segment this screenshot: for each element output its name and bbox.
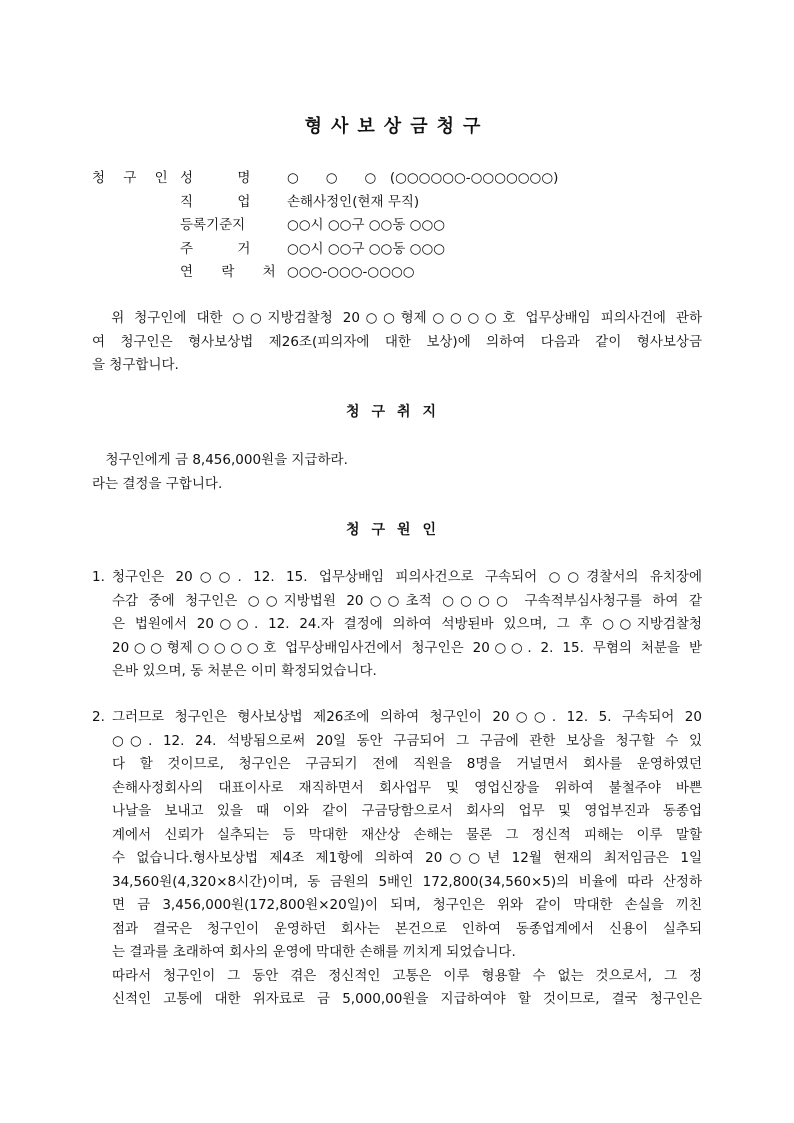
text-line: 20○○형제○○○○호 업무상배임사건에서 청구인은 20○○. 2. 15. 무혐의 처분을 받 [112, 639, 702, 656]
cause-item-1 [92, 566, 702, 684]
field-value: ○○시 ○○구 ○○동 ○○○ [287, 217, 446, 233]
text-line: ○○. 12. 24. 석방됨으로써 20일 동안 구금되어 그 구금에 관한 보상을 청구할 수 있 [112, 732, 702, 749]
claimant-row-occupation [92, 190, 558, 214]
claimant-label: 청 구 인 [92, 170, 175, 186]
text-line: 손해사정회사의 대표이사로 재직하면서 회사업무 및 영업신장을 위하여 불철주야 바쁜 [112, 779, 702, 796]
claimant-info [92, 166, 558, 284]
text-line: 나날을 보내고 있을 때 이와 같이 구금당함으로서 회사의 업무 및 영업부진과 동종업 [112, 803, 702, 819]
intro-paragraph [92, 307, 702, 378]
text-line: 청구인에게 금 8,456,000원을 지급하라. [92, 452, 348, 468]
field-value: ○○시 ○○구 ○○동 ○○○ [287, 240, 446, 257]
field-label: 연 락 처 [180, 264, 288, 280]
section-heading-purpose: 청구취지 [345, 404, 449, 420]
text-line: 청구인은 20○○. 12. 15. 업무상배임 피의사건으로 구속되어 ○○경찰서의 유치장에 [112, 569, 702, 585]
purpose-paragraph [92, 449, 702, 496]
text-line: 수 없습니다.형사보상법 제4조 제1항에 의하여 20○○년 12월 현재의 최저임금은 1일 [112, 850, 702, 866]
text-line: 라는 결정을 구합니다. [92, 475, 223, 492]
field-value: ○○○-○○○-○○○○ [287, 264, 415, 280]
text-line: 따라서 청구인이 그 동안 겪은 정신적인 고통은 이루 형용할 수 없는 것으로서, 그 정 [112, 967, 702, 984]
text-line: 은 법원에서 20○○. 12. 24.자 결정에 의하여 석방된바 있으며, 그 후 ○○지방검찰청 [112, 616, 702, 632]
section-heading-cause: 청구원인 [345, 522, 449, 538]
text-line: 여 청구인은 형사보상법 제26조(피의자에 대한 보상)에 의하여 다음과 같이 형사보상금 [92, 333, 702, 350]
field-value: ○ ○ ○ (○○○○○○-○○○○○○○) [287, 170, 559, 186]
text-line: 그러므로 청구인은 형사보상법 제26조에 의하여 청구인이 20○○. 12. 5. 구속되어 20 [112, 709, 702, 725]
text-line: 은바 있으며, 동 처분은 이미 확정되었습니다. [112, 663, 377, 679]
text-line: 는 결과를 초래하여 회사의 운영에 막대한 손해를 끼치게 되었습니다. [112, 944, 516, 960]
claimant-row-contact [92, 260, 558, 284]
text-line: 위 청구인에 대한 ○○지방검찰청 20○○형제○○○○호 업무상배임 피의사건에 관하 [92, 310, 702, 326]
text-line: 계에서 신뢰가 실추되는 등 막대한 재산상 손해는 물론 그 정신적 피해는 이루 말할 [112, 826, 702, 843]
text-line: 수감 중에 청구인은 ○○지방법원 20○○초적 ○○○○ 구속적부심사청구를 하여 같 [112, 592, 702, 609]
text-line: 다 할 것이므로, 청구인은 구금되기 전에 직원을 8명을 거널면서 회사를 운영하였던 [112, 756, 702, 772]
claimant-row-name [92, 166, 558, 190]
text-line: 면 금 3,456,000원(172,800원×20일)이 되며, 청구인은 위와 같이 막대한 손실을 끼친 [112, 897, 702, 913]
item-number: 2. [92, 709, 105, 725]
cause-item-2 [92, 706, 702, 1012]
text-line: 점과 결국은 청구인이 운영하던 회사는 본건으로 인하여 동종업계에서 신용이 실추되 [112, 920, 702, 937]
claimant-row-residence [92, 237, 558, 261]
claimant-row-registration [92, 213, 558, 237]
field-label: 주 거 [180, 240, 271, 257]
field-label: 직 업 [180, 193, 271, 210]
field-label: 등록기준지 [180, 217, 246, 233]
field-label: 성 명 [180, 170, 271, 186]
text-line: 34,560원(4,320×8시간)이며, 동 금원의 5배인 172,800(34,560×5)의 비율에 따라 산정하 [112, 873, 702, 890]
text-line: 신적인 고통에 대한 위자료로 금 5,000,00원을 지급하여야 할 것이므로, 결국 청구인은 [112, 991, 702, 1007]
text-line: 을 청구합니다. [92, 357, 179, 373]
document-title: 형사보상금청구 [304, 116, 490, 137]
field-value: 손해사정인(현재 무직) [287, 193, 420, 210]
item-number: 1. [92, 569, 105, 585]
